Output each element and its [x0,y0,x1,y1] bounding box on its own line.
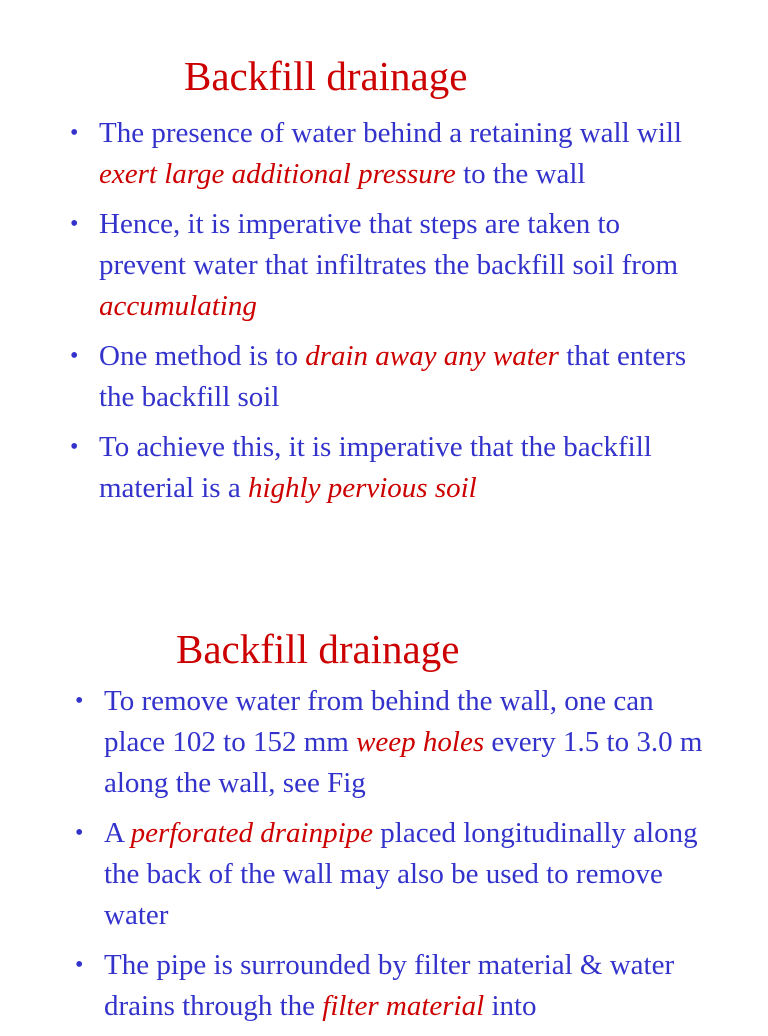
bullet-marker: • [70,211,79,237]
bullet-text: One method is to drain away any water that enters the backfill soil [99,340,687,413]
bullet-item [75,945,714,1027]
slide-title: Backfill drainage [176,626,460,672]
bullet-text: A perforated drainpipe placed longitudinally along the back of the wall may also be used to remove water [104,817,698,931]
bullet-text: Hence, it is imperative that steps are taken to prevent water that infiltrates the backfill soil from accumulating [99,208,678,322]
bullet-marker: • [70,343,79,369]
bullet-item [75,681,714,804]
bullet-marker: • [75,820,84,846]
bullet-text: To achieve this, it is imperative that the backfill material is a highly pervious soil [99,431,652,504]
bullet-marker: • [70,434,79,460]
bullet-text: To remove water from behind the wall, one can place 102 to 152 mm weep holes every 1.5 to 3.0 m along the wall, see Fig [104,685,703,799]
bullet-marker: • [70,120,79,146]
bullet-list [75,681,714,1036]
slide-title: Backfill drainage [184,53,468,99]
bullet-marker: • [75,688,84,714]
bullet-item [75,813,714,936]
bullet-text: The presence of water behind a retaining wall will exert large additional pressure to the wall [99,117,682,190]
bullet-text: The pipe is surrounded by filter material & water drains through the filter material into [104,949,675,1022]
bullet-marker: • [75,952,84,978]
